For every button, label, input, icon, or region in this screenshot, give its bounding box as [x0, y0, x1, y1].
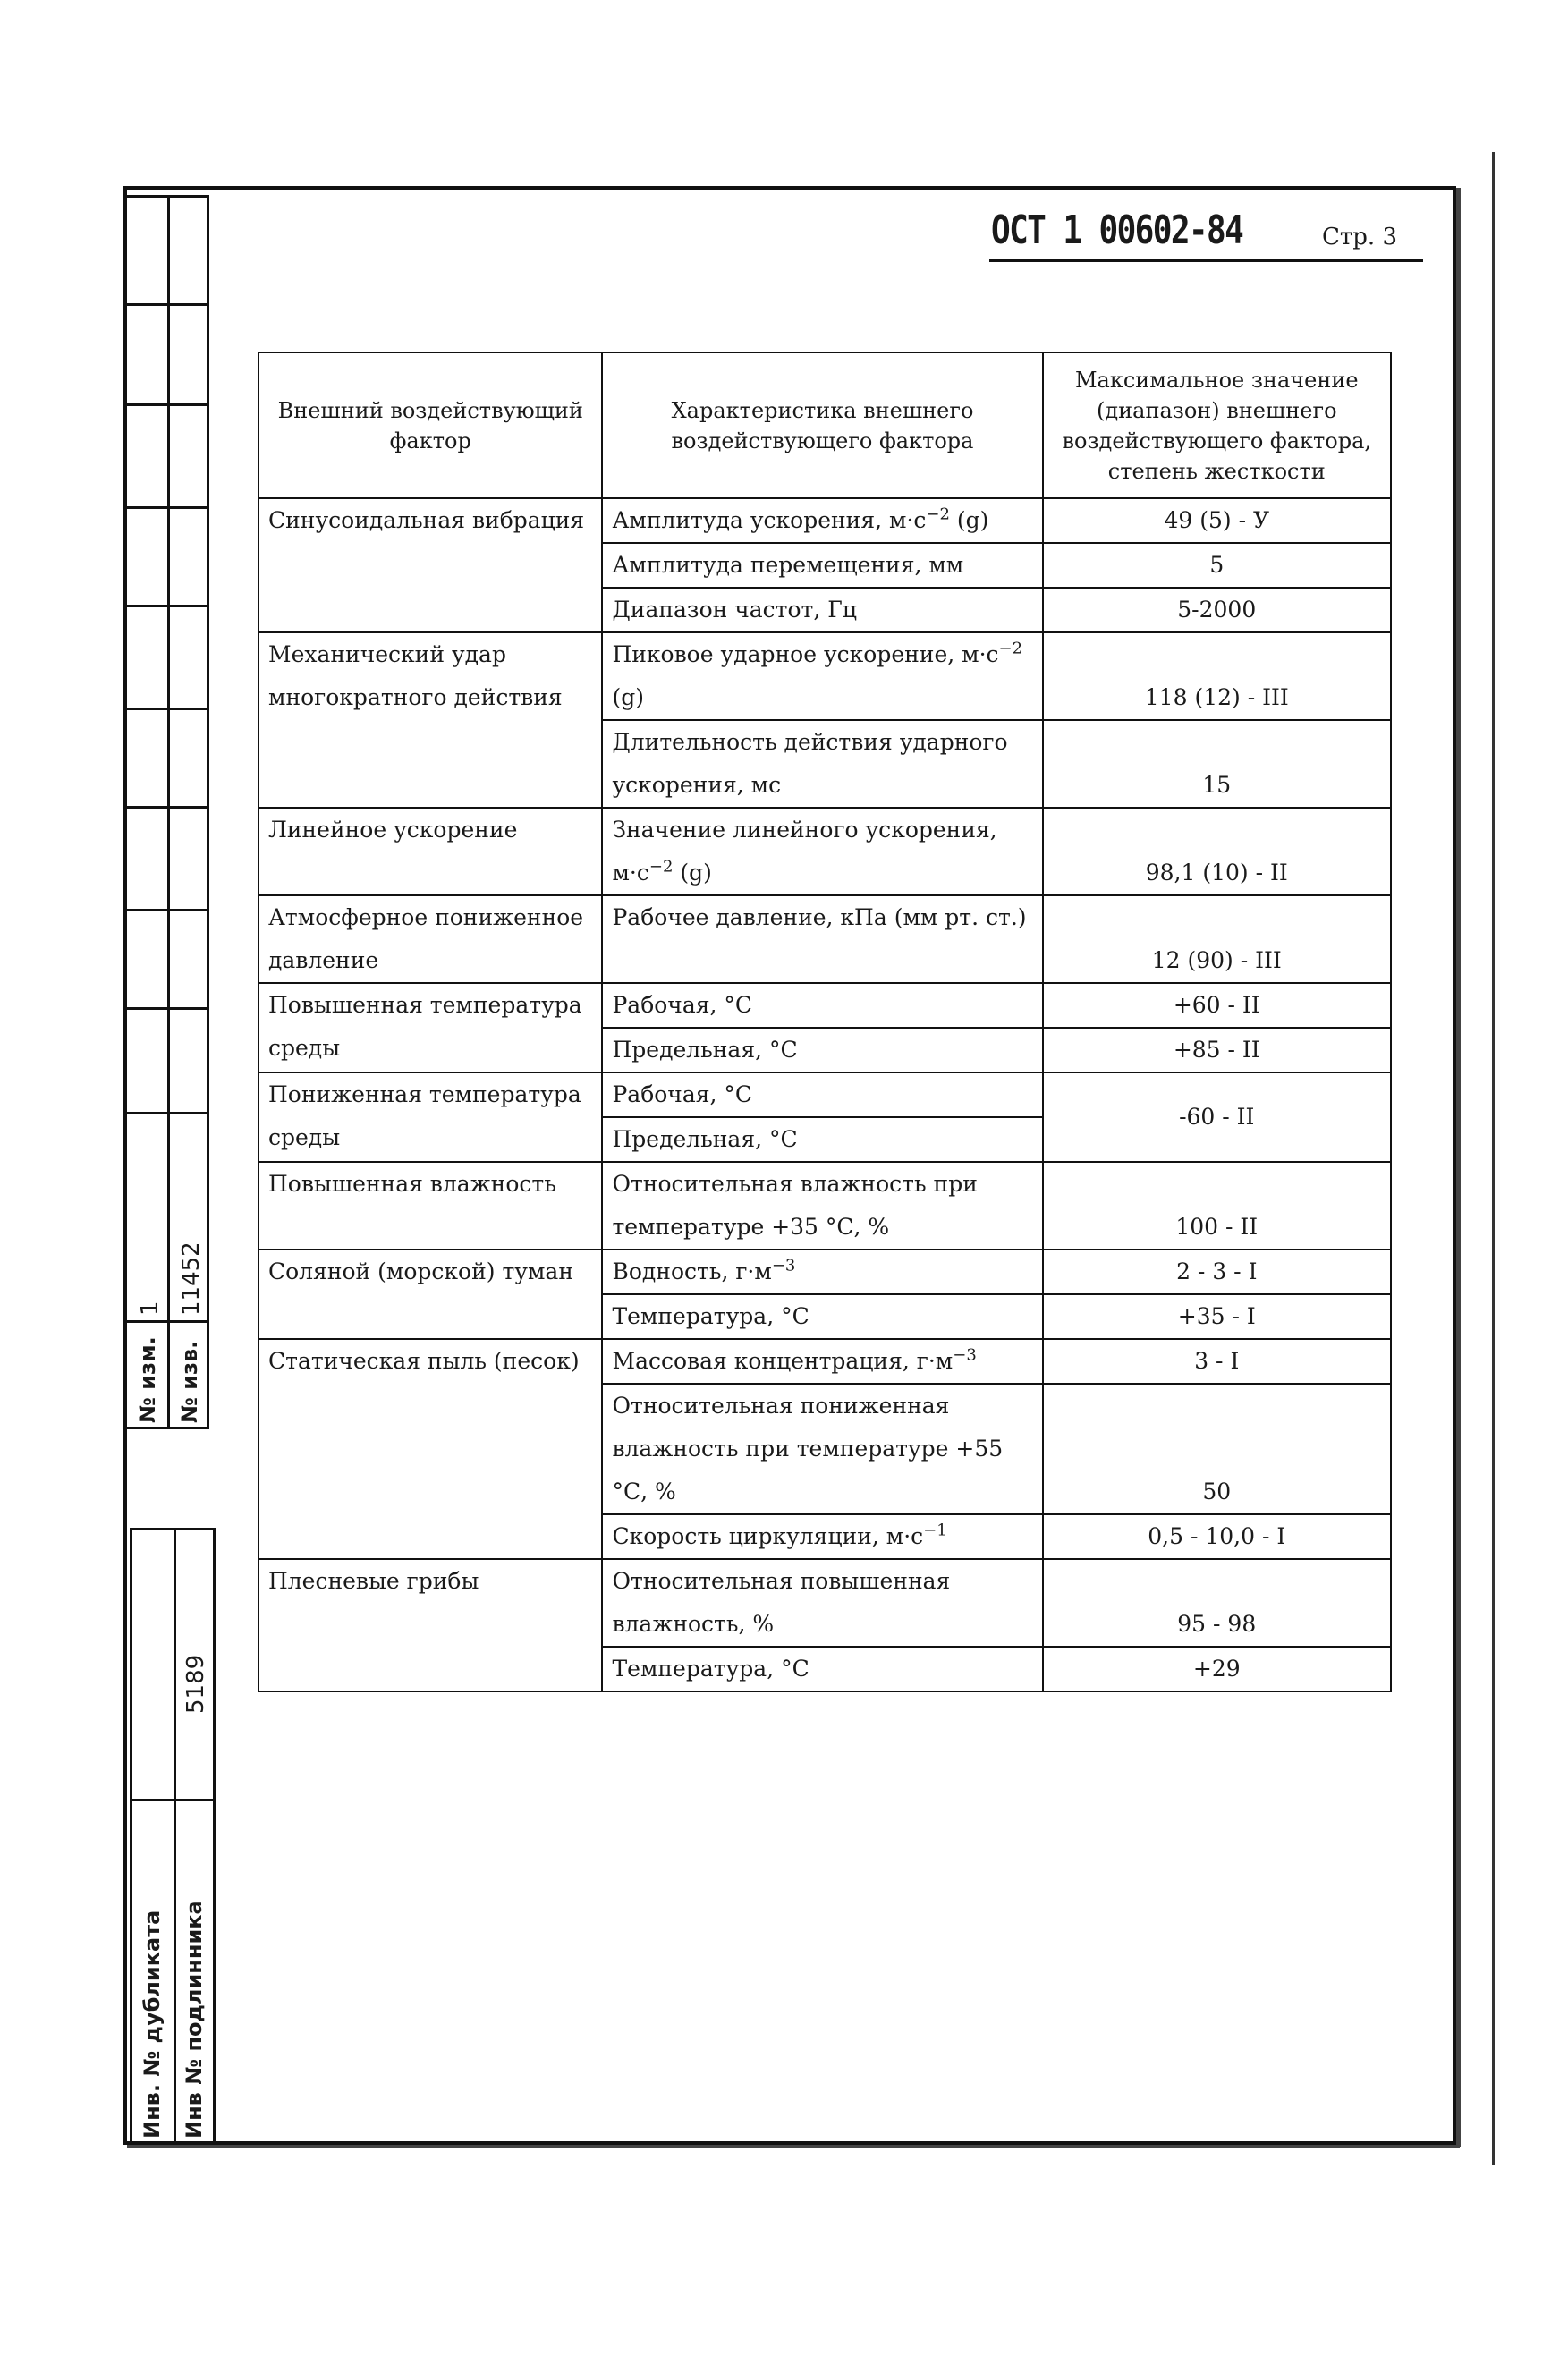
izv-value: 11452 — [178, 1242, 205, 1316]
col-header-factor: Внешний воздействующий фактор — [259, 352, 602, 498]
characteristic-cell — [602, 1647, 1042, 1691]
characteristic-text: Рабочая, °С — [612, 1081, 753, 1107]
characteristic-text: Амплитуда перемещения, мм — [612, 552, 964, 578]
unit-exponent: −1 — [923, 1521, 947, 1540]
characteristic-cell — [602, 808, 1042, 895]
factors-table — [258, 352, 1392, 1692]
characteristic-cell — [602, 1162, 1042, 1250]
izv-label: № изв. — [177, 1340, 202, 1423]
factor-cell: Повышенная температура среды — [259, 983, 602, 1072]
characteristic-cell — [602, 720, 1042, 808]
value-cell: 5-2000 — [1043, 588, 1391, 632]
unit-suffix: (g) — [612, 684, 644, 710]
characteristic-cell — [602, 1072, 1042, 1117]
value-cell: 5 — [1043, 543, 1391, 588]
characteristic-cell — [602, 543, 1042, 588]
unit-exponent: −2 — [648, 857, 674, 877]
unit-exponent: −2 — [926, 504, 950, 524]
table-row — [259, 895, 1391, 983]
characteristic-text: Температура, °С — [612, 1303, 809, 1329]
characteristic-text: Массовая концентрация, г·м — [612, 1348, 954, 1374]
value-cell: 15 — [1043, 720, 1391, 808]
characteristic-text: Рабочее давление, кПа (мм рт. ст.) — [612, 904, 1027, 930]
value-cell: 49 (5) - У — [1043, 498, 1391, 543]
characteristic-text: Относительная влажность при температуре +35 °С, % — [612, 1171, 978, 1240]
izm-label: № изм. — [135, 1336, 160, 1423]
frame-edge-bottom — [127, 2145, 1460, 2148]
value-cell: 0,5 - 10,0 - I — [1043, 1514, 1391, 1559]
characteristic-cell — [602, 1294, 1042, 1339]
characteristic-text: Пиковое ударное ускорение, м·с — [612, 641, 999, 667]
characteristic-cell — [602, 1384, 1042, 1514]
characteristic-cell — [602, 1028, 1042, 1072]
value-cell: 98,1 (10) - II — [1043, 808, 1391, 895]
unit-exponent: −2 — [998, 639, 1023, 658]
characteristic-cell — [602, 588, 1042, 632]
characteristic-cell — [602, 1117, 1042, 1162]
binding-line — [1492, 152, 1495, 2165]
characteristic-cell — [602, 1250, 1042, 1294]
value-cell: +85 - II — [1043, 1028, 1391, 1072]
col-header-value: Максимальное значение (диапазон) внешнего воздействующего фактора, степень жесткости — [1043, 352, 1391, 498]
characteristic-text: Рабочая, °С — [612, 992, 753, 1018]
table-row — [259, 632, 1391, 720]
unit-exponent: −3 — [771, 1256, 796, 1275]
revision-stamp — [123, 195, 209, 1429]
characteristic-text: Скорость циркуляции, м·с — [612, 1523, 924, 1549]
value-cell: 95 - 98 — [1043, 1559, 1391, 1647]
podl-label: Инв № подлинника — [182, 1900, 207, 2139]
factor-cell: Повышенная влажность — [259, 1162, 602, 1250]
value-cell: 100 - II — [1043, 1162, 1391, 1250]
podl-value: 5189 — [182, 1654, 209, 1714]
document-code: ОСТ 1 00602-84 — [991, 208, 1243, 253]
factor-cell: Атмосферное пониженное давление — [259, 895, 602, 983]
inventory-stamp — [130, 1528, 216, 2145]
value-cell: +35 - I — [1043, 1294, 1391, 1339]
characteristic-text: Относительная пониженная влажность при температуре +55 °С, % — [612, 1393, 1004, 1504]
unit-exponent: −3 — [953, 1345, 977, 1365]
characteristic-text: Амплитуда ускорения, м·с — [612, 507, 927, 533]
characteristic-text: Температура, °С — [612, 1656, 809, 1682]
page-number: Стр. 3 — [1322, 224, 1397, 250]
factor-cell: Плесневые грибы — [259, 1559, 602, 1691]
characteristic-cell — [602, 1514, 1042, 1559]
characteristic-text: Предельная, °С — [612, 1037, 798, 1063]
characteristic-text: Диапазон частот, Гц — [612, 597, 857, 623]
izm-value: 1 — [137, 1301, 164, 1316]
table-row — [259, 1162, 1391, 1250]
table-row — [259, 1072, 1391, 1117]
frame-edge — [1456, 188, 1461, 2147]
table-row — [259, 808, 1391, 895]
value-cell: 50 — [1043, 1384, 1391, 1514]
factor-cell: Соляной (морской) туман — [259, 1250, 602, 1339]
table-row — [259, 983, 1391, 1028]
characteristic-text: Значение линейного ускорения, м·с — [612, 817, 997, 886]
characteristic-cell — [602, 1559, 1042, 1647]
characteristic-text: Предельная, °С — [612, 1126, 798, 1152]
value-cell: 3 - I — [1043, 1339, 1391, 1384]
value-cell: 12 (90) - III — [1043, 895, 1391, 983]
value-cell: 118 (12) - III — [1043, 632, 1391, 720]
characteristic-text: Водность, г·м — [612, 1259, 772, 1284]
value-cell: -60 - II — [1043, 1072, 1391, 1162]
value-cell: +29 — [1043, 1647, 1391, 1691]
value-cell: 2 - 3 - I — [1043, 1250, 1391, 1294]
table-body — [259, 498, 1391, 1691]
characteristic-cell — [602, 498, 1042, 543]
characteristic-cell — [602, 895, 1042, 983]
factor-cell: Статическая пыль (песок) — [259, 1339, 602, 1559]
factor-cell: Пониженная температура среды — [259, 1072, 602, 1162]
characteristic-text: Относительная повышенная влажность, % — [612, 1568, 951, 1637]
code-underline — [989, 259, 1423, 262]
value-cell: +60 - II — [1043, 983, 1391, 1028]
unit-suffix: (g) — [673, 860, 712, 886]
table-row — [259, 1250, 1391, 1294]
table-row — [259, 1559, 1391, 1647]
factor-cell: Линейное ускорение — [259, 808, 602, 895]
dubl-label: Инв. № дубликата — [140, 1910, 165, 2139]
characteristic-cell — [602, 632, 1042, 720]
characteristic-cell — [602, 983, 1042, 1028]
unit-suffix: (g) — [949, 507, 989, 533]
factor-cell: Синусоидальная вибрация — [259, 498, 602, 632]
characteristic-cell — [602, 1339, 1042, 1384]
factor-cell: Механический удар многократного действия — [259, 632, 602, 808]
characteristic-text: Длительность действия ударного ускорения, мс — [612, 729, 1008, 798]
table-row — [259, 1339, 1391, 1384]
table-row — [259, 498, 1391, 543]
col-header-characteristic: Характеристика внешнего воздействующего фактора — [602, 352, 1042, 498]
